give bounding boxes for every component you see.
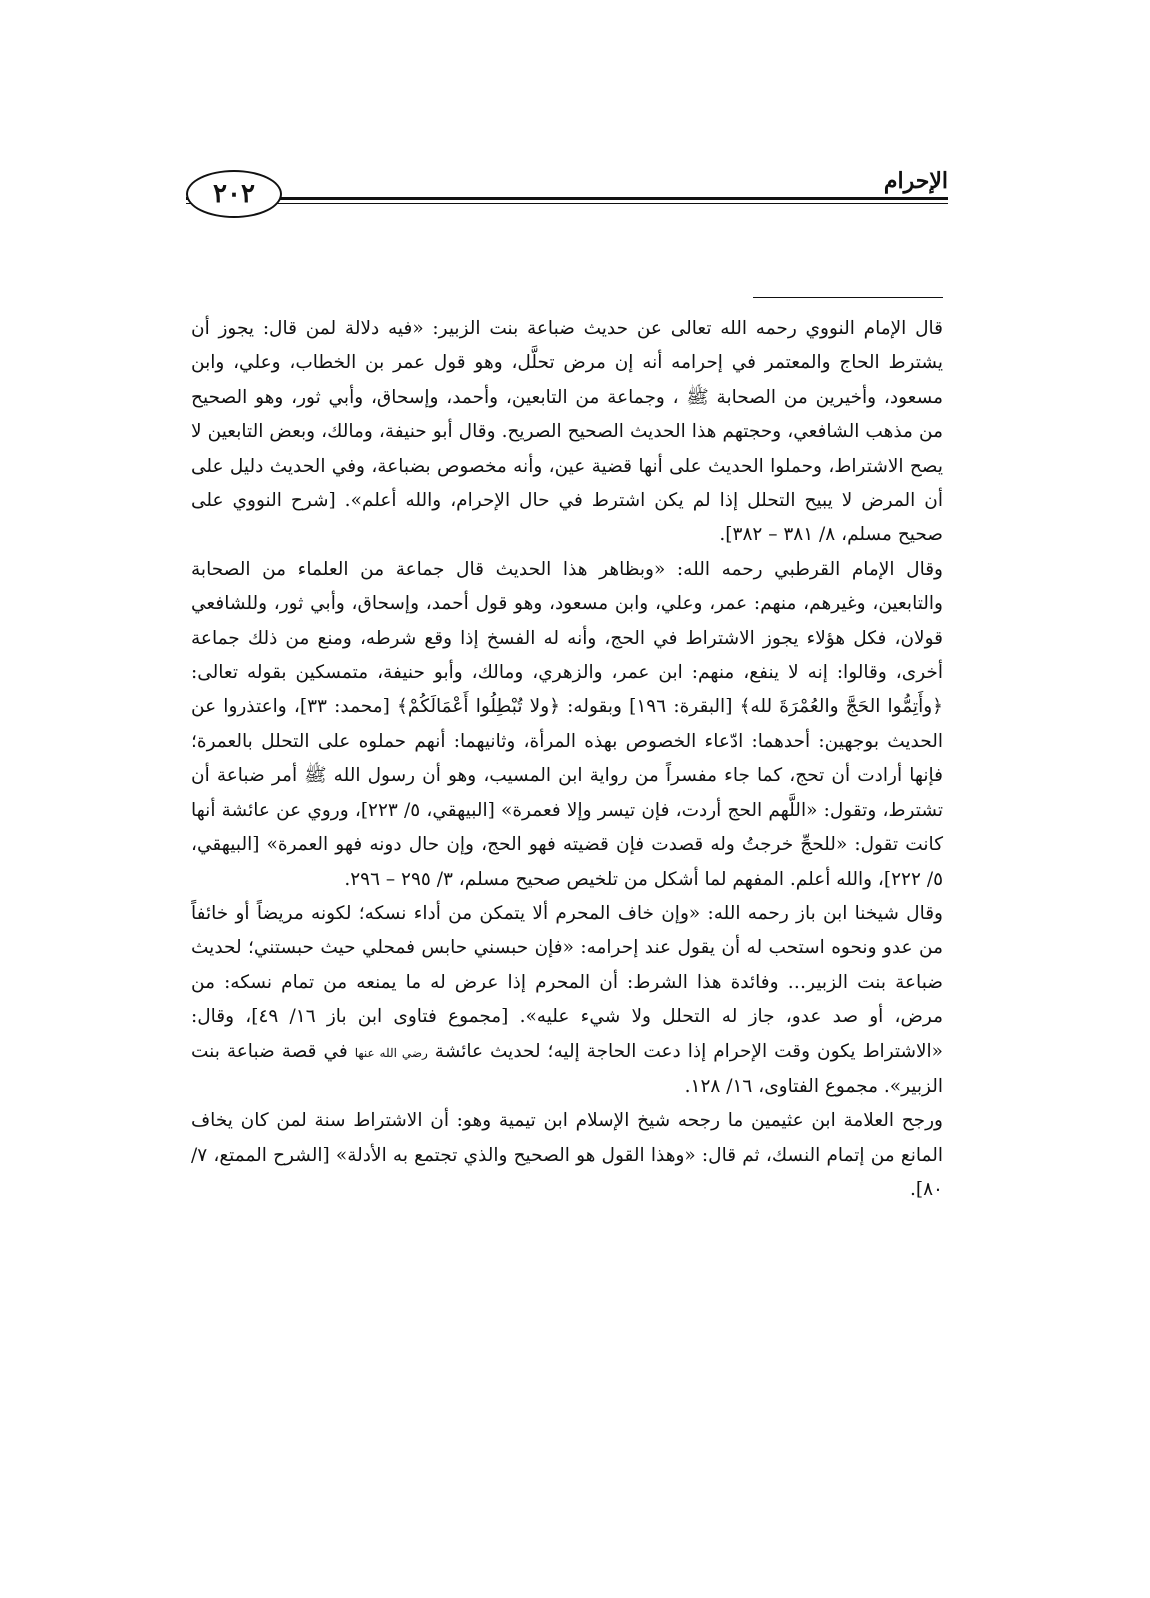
paragraph-nawawi: قال الإمام النووي رحمه الله تعالى عن حديث ضباعة بنت الزبير: «فيه دلالة لمن قال: يجوز أن يشترط الحاج والمعتمر في إحرامه أنه إن مرض تحلَّل، وهو قول عمر بن الخطاب، وعلي، وابن مسعود، وأخيرين من الصحابة ﷺ ، وجماعة من التابعين، وأحمد، وإسحاق، وأبي ثور، وهو الصحيح من مذهب الشافعي، وحجتهم هذا الحديث الصحيح الصريح. وقال أبو حنيفة، ومالك، وبعض التابعين لا يصح الاشتراط، وحملوا الحديث على أنها قضية عين، وأنه مخصوص بضباعة، وفي الحديث دليل على أن المرض لا يبيح التحلل إذا لم يكن اشترط في حال الإحرام، والله أعلم». [شرح النووي على صحيح مسلم، ٨/ ٣٨١ – ٣٨٢].: [191, 318, 943, 546]
footnote-separator: [753, 297, 943, 298]
paragraph-ibn-baz-main: وقال شيخنا ابن باز رحمه الله: «وإن خاف المحرم ألا يتمكن من أداء نسكه؛ لكونه مريضاً أو خائفاً من عدو ونحوه استحب له أن يقول عند إحرامه: «فإن حبسني حابس فمحلي حيث حبستني؛ لحديث ضباعة بنت الزبير… وفائدة هذا الشرط: أن المحرم إذا عرض له ما يمنعه من تمام نسكه: من مرض، أو صد عدو، جاز له التحلل ولا شيء عليه». [مجموع فتاوى ابن باز ١٦/ ٤٩]، وقال: «الاشتراط يكون وقت الإحرام إذا دعت الحاجة إليه؛ لحديث عائشة: [191, 902, 943, 1062]
paragraph-ibn-baz-end: في قصة ضباعة بنت الزبير». مجموع الفتاوى، ١٦/ ١٢٨.: [191, 1040, 943, 1097]
paragraph-qurtubi: وقال الإمام القرطبي رحمه الله: «وبظاهر هذا الحديث قال جماعة من العلماء من الصحابة والتابعين، وغيرهم، منهم: عمر، وعلي، وابن مسعود، وهو قول أحمد، وإسحاق، وأبي ثور، وللشافعي قولان، فكل هؤلاء يجوز الاشتراط في الحج، وأنه له الفسخ إذا وقع شرطه، ومنع من ذلك جماعة أخرى، وقالوا: إنه لا ينفع، منهم: ابن عمر، والزهري، ومالك، وأبو حنيفة، متمسكين بقوله تعالى: ﴿وأَتِمُّوا الحَجَّ والعُمْرَةَ لله﴾ [البقرة: ١٩٦] وبقوله: ﴿ولا تُبْطِلُوا أَعْمَالَكُمْ﴾ [محمد: ٣٣]، واعتذروا عن الحديث بوجهين: أحدهما: ادّعاء الخصوص بهذه المرأة، وثانيهما: أنهم حملوه على التحلل بالعمرة؛ فإنها أرادت أن تحج، كما جاء مفسراً من رواية ابن المسيب، وهو أن رسول الله ﷺ أمر ضباعة أن تشترط، وتقول: «اللَّهم الحج أردت، فإن تيسر وإلا فعمرة» [البيهقي، ٥/ ٢٢٣]، وروي عن عائشة أنها كانت تقول: «للحجِّ خرجتُ وله قصدت فإن قضيته فهو الحج، وإن حال دونه فهو العمرة» [البيهقي، ٥/ ٢٢٢]، والله أعلم. المفهم لما أشكل من تلخيص صحيح مسلم، ٣/ ٢٩٥ – ٢٩٦.: [191, 558, 943, 890]
page-number: ٢٠٢: [186, 170, 282, 218]
header-rule-thick: [186, 197, 948, 200]
page-header: [186, 160, 948, 220]
paragraph-ibn-baz: [191, 897, 943, 1104]
chapter-title: الإحرام: [883, 168, 948, 194]
honorific: رضي الله عنها: [354, 1045, 428, 1060]
header-rule-thin: [186, 203, 948, 204]
paragraph-ibn-uthaymeen: ورجح العلامة ابن عثيمين ما رجحه شيخ الإسلام ابن تيمية وهو: أن الاشتراط سنة لمن كان يخاف المانع من إتمام النسك، ثم قال: «وهذا القول هو الصحيح والذي تجتمع به الأدلة» [الشرح الممتع، ٧/ ٨٠].: [191, 1110, 943, 1201]
footnote-body: [191, 312, 943, 1208]
